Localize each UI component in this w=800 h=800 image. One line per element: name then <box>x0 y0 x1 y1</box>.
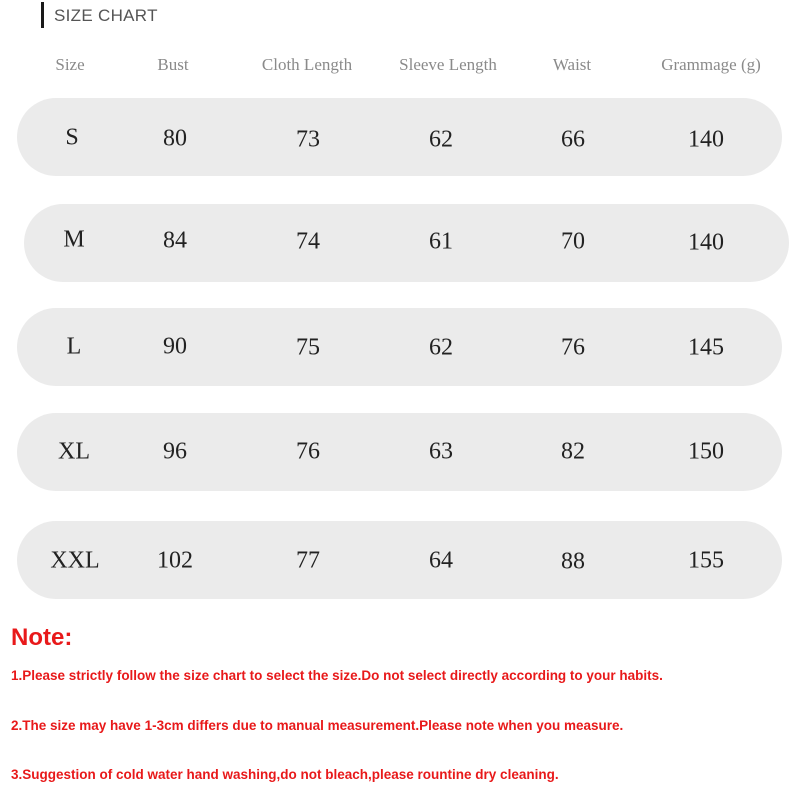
cell-sleeve: 63 <box>429 438 453 465</box>
page-title: SIZE CHART <box>54 6 158 25</box>
cell-grammage: 150 <box>688 438 724 465</box>
cell-grammage: 140 <box>688 126 724 153</box>
note-item-2: 2.The size may have 1-3cm differs due to manual measurement.Please note when you measure. <box>11 718 624 733</box>
cell-bust: 96 <box>163 438 187 465</box>
table-row-xl <box>17 413 782 491</box>
note-item-1: 1.Please strictly follow the size chart to select the size.Do not select directly according to your habits. <box>11 668 663 683</box>
table-row-s <box>17 98 782 176</box>
table-row-l <box>17 308 782 386</box>
cell-sleeve: 64 <box>429 547 453 574</box>
header-grammage: Grammage (g) <box>661 55 761 74</box>
table-row-m <box>24 204 789 282</box>
note-item-3: 3.Suggestion of cold water hand washing,do not bleach,please rountine dry cleaning. <box>11 767 559 782</box>
cell-waist: 82 <box>561 438 585 465</box>
cell-length: 74 <box>296 228 320 255</box>
cell-size: XXL <box>50 547 100 574</box>
cell-waist: 88 <box>561 548 585 575</box>
header-cloth-length: Cloth Length <box>261 55 353 74</box>
header-size: Size <box>55 55 85 74</box>
cell-length: 76 <box>296 438 320 465</box>
header-sleeve-length: Sleeve Length <box>399 55 497 74</box>
cell-sleeve: 62 <box>429 334 453 361</box>
cell-bust: 90 <box>163 333 187 360</box>
cell-size: L <box>66 333 82 360</box>
cell-bust: 80 <box>163 125 187 152</box>
cell-sleeve: 62 <box>429 126 453 153</box>
cell-length: 77 <box>296 547 320 574</box>
cell-size: S <box>65 124 79 151</box>
cell-waist: 70 <box>561 228 585 255</box>
cell-grammage: 140 <box>688 229 724 256</box>
cell-length: 73 <box>296 126 320 153</box>
header-bust: Bust <box>157 55 189 74</box>
cell-bust: 84 <box>163 227 187 254</box>
cell-waist: 76 <box>561 334 585 361</box>
cell-sleeve: 61 <box>429 228 453 255</box>
title-accent-bar <box>41 2 44 28</box>
cell-waist: 66 <box>561 126 585 153</box>
cell-length: 75 <box>296 334 320 361</box>
cell-size: XL <box>58 438 90 465</box>
cell-grammage: 145 <box>688 334 724 361</box>
table-row-xxl <box>17 521 782 599</box>
note-heading: Note: <box>11 624 73 651</box>
cell-grammage: 155 <box>688 547 724 574</box>
cell-bust: 102 <box>157 547 193 574</box>
header-waist: Waist <box>552 55 592 74</box>
cell-size: M <box>63 226 85 253</box>
